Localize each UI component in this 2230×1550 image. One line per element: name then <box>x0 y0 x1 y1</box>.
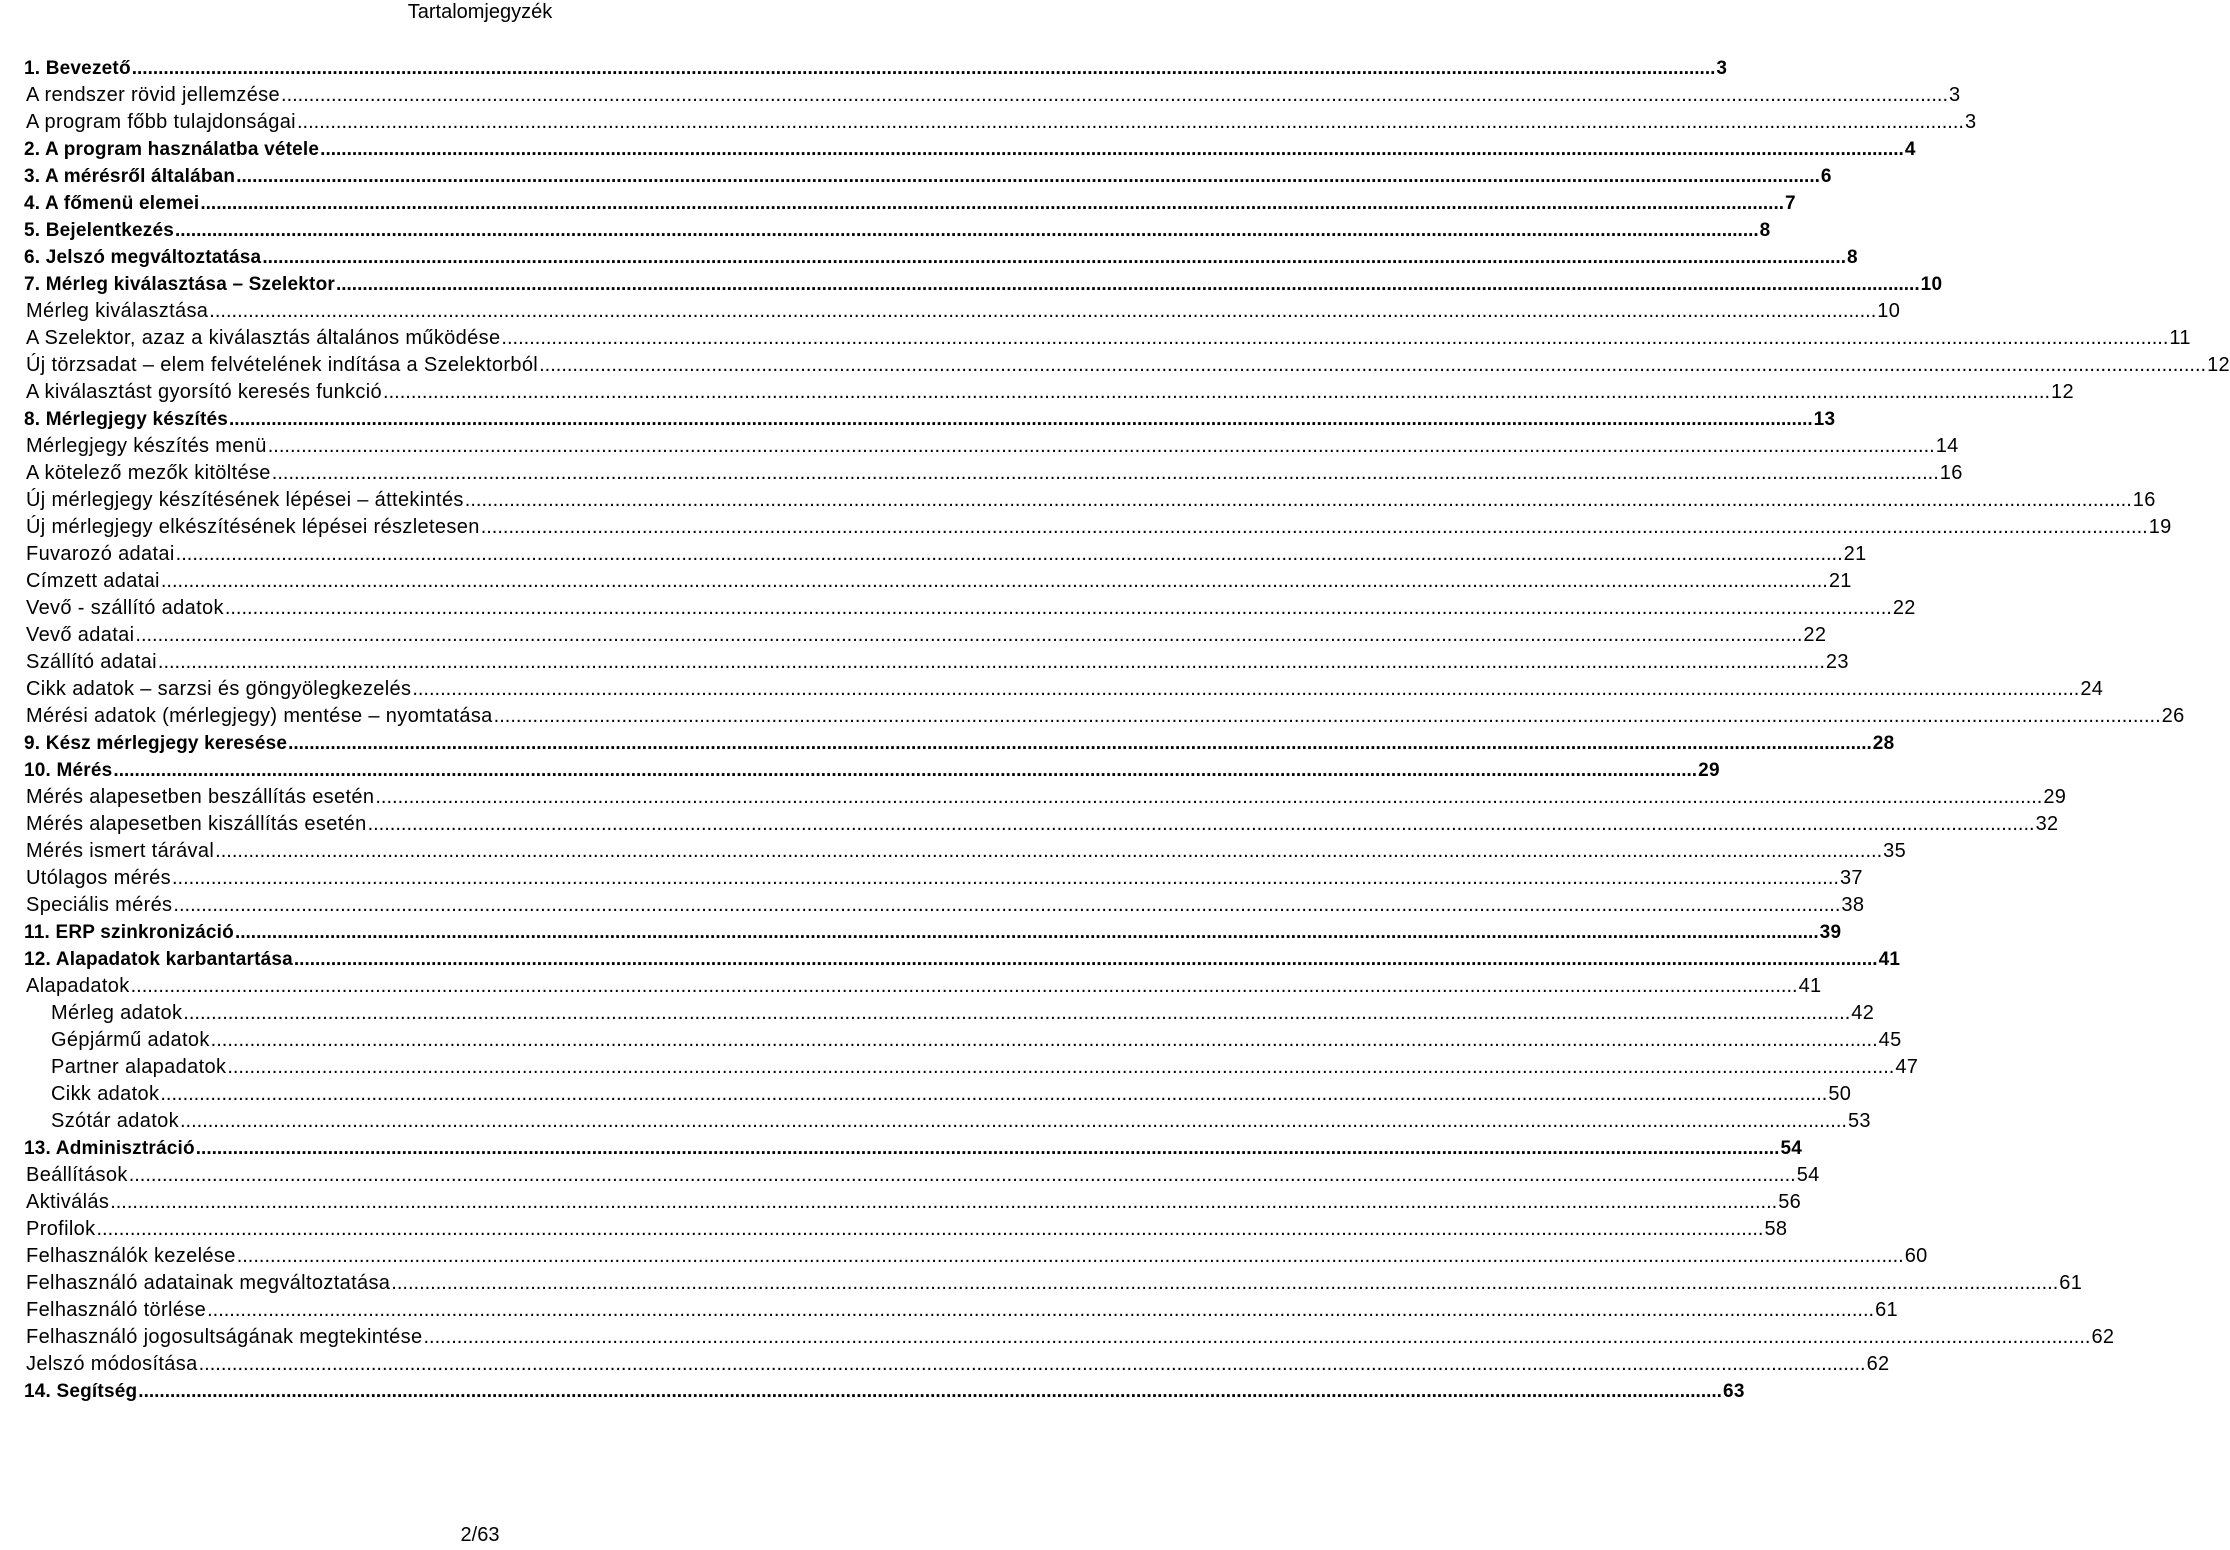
toc-entry-page: 13 <box>1813 409 1836 430</box>
toc-dot-leader: ............................................................................................................................................................................................................................................................................................................ <box>135 624 1803 646</box>
toc-dot-leader: ............................................................................................................................................................................................................................................................................................................ <box>183 1002 1851 1024</box>
toc-entry-label: Új mérlegjegy készítésének lépései – áttekintés <box>26 489 464 511</box>
toc-entry-label: Mérés alapesetben beszállítás esetén <box>26 786 375 808</box>
toc-entry[interactable] <box>24 514 2172 541</box>
toc-entry[interactable] <box>24 487 2156 514</box>
toc-entry-label: Fuvarozó adatai <box>26 543 175 565</box>
toc-entry[interactable] <box>24 1027 1902 1054</box>
toc-entry[interactable] <box>24 244 1858 271</box>
toc-entry-label: Felhasználók kezelése <box>26 1245 236 1267</box>
toc-entry-label: Jelszó módosítása <box>26 1353 198 1375</box>
toc-entry-page: 45 <box>1878 1029 1902 1051</box>
toc-entry-label: Szállító adatai <box>26 651 157 673</box>
toc-entry-page: 14 <box>1935 435 1959 457</box>
toc-entry-label: 14. Segítség <box>24 1381 138 1402</box>
toc-entry-page: 54 <box>1796 1164 1820 1186</box>
toc-entry[interactable] <box>24 730 1895 757</box>
toc-entry-label: Címzett adatai <box>26 570 160 592</box>
toc-dot-leader: ............................................................................................................................................................................................................................................................................................................ <box>267 435 1935 457</box>
toc-entry-label: Mérleg kiválasztása <box>26 300 209 322</box>
toc-entry-label: Beállítások <box>26 1164 128 1186</box>
toc-dot-leader: ............................................................................................................................................................................................................................................................................................................ <box>207 1299 1875 1321</box>
toc-entry-label: 12. Alapadatok karbantartása <box>24 949 293 970</box>
toc-entry[interactable] <box>24 1378 1745 1405</box>
toc-entry-label: Mérés alapesetben kiszállítás esetén <box>26 813 367 835</box>
toc-dot-leader: ............................................................................................................................................................................................................................................................................................................ <box>157 651 1825 673</box>
toc-dot-leader: ............................................................................................................................................................................................................................................................................................................ <box>227 1056 1895 1078</box>
toc-entry-label: Felhasználó adatainak megváltoztatása <box>26 1272 391 1294</box>
toc-entry-page: 3 <box>1949 84 1961 106</box>
toc-entry[interactable] <box>24 838 1907 865</box>
toc-entry[interactable] <box>24 757 1720 784</box>
toc-entry-page: 63 <box>1722 1381 1745 1402</box>
toc-entry[interactable] <box>24 379 2074 406</box>
toc-entry[interactable] <box>24 406 1836 433</box>
toc-entry-label: Felhasználó jogosultságának megtekintése <box>26 1326 423 1348</box>
toc-dot-leader: ............................................................................................................................................................................................................................................................................................................ <box>234 922 1819 943</box>
toc-entry-page: 41 <box>1798 975 1822 997</box>
toc-dot-leader: ............................................................................................................................................................................................................................................................................................................ <box>130 975 1798 997</box>
toc-entry-label: 1. Bevezető <box>24 58 131 79</box>
toc-entry-page: 38 <box>1841 894 1865 916</box>
toc-entry-label: 4. A főmenü elemei <box>24 193 200 214</box>
toc-entry-page: 21 <box>1828 570 1852 592</box>
toc-entry-page: 62 <box>1866 1353 1890 1375</box>
toc-entry-label: Speciális mérés <box>26 894 173 916</box>
toc-dot-leader: ............................................................................................................................................................................................................................................................................................................ <box>320 139 1904 160</box>
toc-entry-label: 6. Jelszó megváltoztatása <box>24 247 262 268</box>
toc-entry-page: 37 <box>1839 867 1863 889</box>
toc-entry[interactable] <box>24 1108 1871 1135</box>
toc-dot-leader: ............................................................................................................................................................................................................................................................................................................ <box>160 1083 1828 1105</box>
toc-entry-page: 29 <box>1698 760 1720 781</box>
toc-entry-label: Mérési adatok (mérlegjegy) mentése – nyomtatása <box>26 705 493 727</box>
toc-dot-leader: ............................................................................................................................................................................................................................................................................................................ <box>210 1029 1878 1051</box>
toc-dot-leader: ............................................................................................................................................................................................................................................................................................................ <box>281 84 1949 106</box>
toc-entry-page: 50 <box>1828 1083 1852 1105</box>
toc-dot-leader: ............................................................................................................................................................................................................................................................................................................ <box>236 1245 1904 1267</box>
toc-entry-label: Utólagos mérés <box>26 867 171 889</box>
toc-entry-label: Mérés ismert tárával <box>26 840 215 862</box>
toc-dot-leader: ............................................................................................................................................................................................................................................................................................................ <box>175 543 1843 565</box>
toc-entry-label: 10. Mérés <box>24 760 113 781</box>
toc-dot-leader: ............................................................................................................................................................................................................................................................................................................ <box>367 813 2035 835</box>
toc-entry[interactable] <box>24 649 1849 676</box>
toc-entry[interactable] <box>24 1162 1820 1189</box>
toc-entry-label: 8. Mérlegjegy készítés <box>24 409 229 430</box>
toc-dot-leader: ............................................................................................................................................................................................................................................................................................................ <box>375 786 2043 808</box>
toc-entry-label: 11. ERP szinkronizáció <box>24 922 234 943</box>
toc-entry-page: 39 <box>1819 922 1842 943</box>
toc-entry-page: 3 <box>1716 58 1728 79</box>
toc-entry[interactable] <box>24 1189 1802 1216</box>
toc-entry-page: 16 <box>2132 489 2156 511</box>
toc-entry-page: 12 <box>2207 354 2230 376</box>
toc-entry[interactable] <box>24 703 2185 730</box>
toc-entry-label: Vevő adatai <box>26 624 135 646</box>
toc-entry-page: 42 <box>1851 1002 1875 1024</box>
toc-entry-page: 23 <box>1825 651 1849 673</box>
toc-entry[interactable] <box>24 919 1842 946</box>
toc-entry-page: 29 <box>2043 786 2067 808</box>
toc-entry-page: 22 <box>1803 624 1827 646</box>
toc-dot-leader: ............................................................................................................................................................................................................................................................................................................ <box>293 949 1878 970</box>
toc-entry[interactable] <box>24 82 1961 109</box>
toc-entry-label: 3. A mérésről általában <box>24 166 236 187</box>
toc-entry[interactable] <box>24 460 1963 487</box>
toc-entry-page: 56 <box>1778 1191 1802 1213</box>
toc-dot-leader: ............................................................................................................................................................................................................................................................................................................ <box>236 166 1820 187</box>
toc-dot-leader: ............................................................................................................................................................................................................................................................................................................ <box>113 760 1698 781</box>
toc-dot-leader: ............................................................................................................................................................................................................................................................................................................ <box>195 1138 1780 1159</box>
toc-dot-leader: ............................................................................................................................................................................................................................................................................................................ <box>110 1191 1778 1213</box>
toc-dot-leader: ............................................................................................................................................................................................................................................................................................................ <box>224 597 1892 619</box>
toc-entry-label: Cikk adatok <box>51 1083 160 1105</box>
toc-dot-leader: ............................................................................................................................................................................................................................................................................................................ <box>96 1218 1764 1240</box>
toc-entry[interactable] <box>24 163 1832 190</box>
page-title: Tartalomjegyzék <box>407 1 553 23</box>
toc-entry[interactable] <box>24 1135 1803 1162</box>
toc-entry-label: Alapadatok <box>26 975 130 997</box>
toc-entry[interactable] <box>24 946 1901 973</box>
toc-entry[interactable] <box>24 1000 1875 1027</box>
toc-entry[interactable] <box>24 298 1901 325</box>
toc-dot-leader: ............................................................................................................................................................................................................................................................................................................ <box>160 570 1828 592</box>
toc-dot-leader: ............................................................................................................................................................................................................................................................................................................ <box>215 840 1883 862</box>
toc-entry[interactable] <box>24 136 1916 163</box>
toc-entry[interactable] <box>24 811 2059 838</box>
toc-entry-label: Gépjármű adatok <box>51 1029 210 1051</box>
toc-entry[interactable] <box>24 352 2230 379</box>
toc-entry-page: 47 <box>1895 1056 1919 1078</box>
toc-entry-page: 6 <box>1820 166 1832 187</box>
toc-entry[interactable] <box>24 1081 1852 1108</box>
toc-entry-label: A Szelektor, azaz a kiválasztás általános működése <box>26 327 501 349</box>
toc-dot-leader: ............................................................................................................................................................................................................................................................................................................ <box>131 58 1716 79</box>
toc-dot-leader: ............................................................................................................................................................................................................................................................................................................ <box>335 274 1920 295</box>
toc-entry-page: 62 <box>2091 1326 2115 1348</box>
toc-dot-leader: ............................................................................................................................................................................................................................................................................................................ <box>464 489 2132 511</box>
toc-entry-page: 8 <box>1846 247 1858 268</box>
toc-dot-leader: ............................................................................................................................................................................................................................................................................................................ <box>412 678 2080 700</box>
toc-entry-label: Aktiválás <box>26 1191 110 1213</box>
toc-dot-leader: ............................................................................................................................................................................................................................................................................................................ <box>179 1110 1847 1132</box>
toc-entry[interactable] <box>24 622 1827 649</box>
toc-entry-label: Szótár adatok <box>51 1110 179 1132</box>
toc-dot-leader: ............................................................................................................................................................................................................................................................................................................ <box>423 1326 2091 1348</box>
page-number: 2/63 <box>460 1524 500 1546</box>
toc-entry-page: 35 <box>1883 840 1907 862</box>
toc-dot-leader: ............................................................................................................................................................................................................................................................................................................ <box>480 516 2148 538</box>
toc-entry-page: 21 <box>1843 543 1867 565</box>
toc-entry-page: 10 <box>1877 300 1901 322</box>
toc-entry-page: 24 <box>2080 678 2104 700</box>
toc-entry-page: 8 <box>1759 220 1771 241</box>
toc-entry[interactable] <box>24 271 1943 298</box>
toc-entry-label: A kiválasztást gyorsító keresés funkció <box>26 381 383 403</box>
toc-dot-leader: ............................................................................................................................................................................................................................................................................................................ <box>262 247 1846 268</box>
toc-entry-page: 58 <box>1764 1218 1788 1240</box>
toc-entry-label: Új mérlegjegy elkészítésének lépései részletesen <box>26 516 480 538</box>
toc-entry-page: 16 <box>1939 462 1963 484</box>
toc-dot-leader: ............................................................................................................................................................................................................................................................................................................ <box>171 867 1839 889</box>
toc-dot-leader: ............................................................................................................................................................................................................................................................................................................ <box>288 733 1872 754</box>
toc-dot-leader: ............................................................................................................................................................................................................................................................................................................ <box>173 894 1841 916</box>
toc-entry-label: 9. Kész mérlegjegy keresése <box>24 733 288 754</box>
toc-entry-page: 60 <box>1904 1245 1928 1267</box>
toc-entry[interactable] <box>24 1054 1919 1081</box>
toc-dot-leader: ............................................................................................................................................................................................................................................................................................................ <box>128 1164 1796 1186</box>
toc-entry-page: 61 <box>2059 1272 2083 1294</box>
toc-entry[interactable] <box>24 784 2067 811</box>
toc-entry-label: 7. Mérleg kiválasztása – Szelektor <box>24 274 335 295</box>
toc-dot-leader: ............................................................................................................................................................................................................................................................................................................ <box>296 111 1964 133</box>
toc-entry-label: 5. Bejelentkezés <box>24 220 175 241</box>
table-of-contents <box>24 55 2230 1405</box>
toc-entry-label: A rendszer rövid jellemzése <box>26 84 281 106</box>
toc-entry-page: 32 <box>2035 813 2059 835</box>
toc-entry-label: Partner alapadatok <box>51 1056 227 1078</box>
toc-entry-label: Új törzsadat – elem felvételének indítása a Szelektorból <box>26 354 539 376</box>
toc-dot-leader: ............................................................................................................................................................................................................................................................................................................ <box>493 705 2161 727</box>
toc-entry[interactable] <box>24 568 1852 595</box>
toc-dot-leader: ............................................................................................................................................................................................................................................................................................................ <box>229 409 1813 430</box>
toc-dot-leader: ............................................................................................................................................................................................................................................................................................................ <box>391 1272 2059 1294</box>
toc-entry-page: 3 <box>1964 111 1977 133</box>
toc-dot-leader: ............................................................................................................................................................................................................................................................................................................ <box>539 354 2207 376</box>
toc-dot-leader: ............................................................................................................................................................................................................................................................................................................ <box>209 300 1877 322</box>
toc-entry-label: A program főbb tulajdonságai <box>26 111 296 133</box>
toc-entry-page: 7 <box>1785 193 1796 214</box>
toc-entry[interactable] <box>24 1297 1898 1324</box>
toc-entry[interactable] <box>24 676 2104 703</box>
toc-entry-label: Profilok <box>26 1218 96 1240</box>
toc-entry[interactable] <box>24 541 1867 568</box>
toc-entry-page: 12 <box>2051 381 2074 403</box>
toc-entry-page: 53 <box>1847 1110 1871 1132</box>
toc-entry-label: Vevő - szállító adatok <box>26 597 224 619</box>
toc-entry[interactable] <box>24 1216 1788 1243</box>
toc-entry[interactable] <box>24 217 1771 244</box>
toc-entry-page: 19 <box>2148 516 2172 538</box>
toc-entry-label: A kötelező mezők kitöltése <box>26 462 271 484</box>
toc-entry[interactable] <box>24 973 1822 1000</box>
toc-dot-leader: ............................................................................................................................................................................................................................................................................................................ <box>271 462 1939 484</box>
toc-entry[interactable] <box>24 892 1865 919</box>
toc-entry-page: 11 <box>2169 327 2191 349</box>
toc-entry[interactable] <box>24 865 1863 892</box>
toc-entry[interactable] <box>24 190 1796 217</box>
toc-entry-page: 41 <box>1878 949 1901 970</box>
toc-entry-page: 26 <box>2161 705 2185 727</box>
toc-entry-page: 28 <box>1872 733 1895 754</box>
toc-entry-page: 61 <box>1875 1299 1898 1321</box>
toc-dot-leader: ............................................................................................................................................................................................................................................................................................................ <box>175 220 1759 241</box>
toc-dot-leader: ............................................................................................................................................................................................................................................................................................................ <box>200 193 1785 214</box>
toc-entry-label: Felhasználó törlése <box>26 1299 207 1321</box>
toc-entry[interactable] <box>24 325 2191 352</box>
toc-entry-label: Mérlegjegy készítés menü <box>26 435 267 457</box>
toc-entry-label: Mérleg adatok <box>51 1002 183 1024</box>
toc-dot-leader: ............................................................................................................................................................................................................................................................................................................ <box>383 381 2051 403</box>
toc-entry[interactable] <box>24 1351 1890 1378</box>
toc-dot-leader: ............................................................................................................................................................................................................................................................................................................ <box>501 327 2169 349</box>
toc-dot-leader: ............................................................................................................................................................................................................................................................................................................ <box>138 1381 1722 1402</box>
toc-entry-label: Cikk adatok – sarzsi és göngyölegkezelés <box>26 678 412 700</box>
toc-entry[interactable] <box>24 55 1728 82</box>
toc-entry[interactable] <box>24 1324 2115 1351</box>
toc-entry[interactable] <box>24 1270 2083 1297</box>
toc-entry[interactable] <box>24 595 1916 622</box>
toc-entry-page: 22 <box>1892 597 1916 619</box>
toc-dot-leader: ............................................................................................................................................................................................................................................................................................................ <box>198 1353 1866 1375</box>
toc-entry-label: 2. A program használatba vétele <box>24 139 320 160</box>
toc-entry[interactable] <box>24 109 1977 136</box>
toc-entry[interactable] <box>24 1243 1928 1270</box>
toc-entry-page: 4 <box>1904 139 1916 160</box>
toc-entry-label: 13. Adminisztráció <box>24 1138 195 1159</box>
toc-entry-page: 10 <box>1920 274 1943 295</box>
toc-entry[interactable] <box>24 433 1959 460</box>
toc-entry-page: 54 <box>1780 1138 1803 1159</box>
